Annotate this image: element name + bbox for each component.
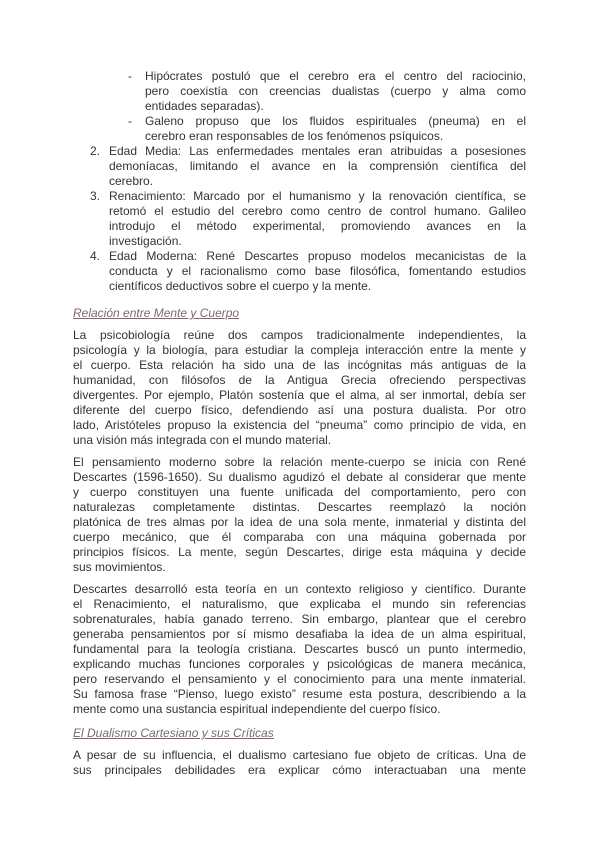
paragraph-line: diferente del cuerpo físico, defendiendo así una postura dualista. Por otro	[73, 403, 526, 417]
list-number: 3.	[90, 189, 101, 203]
bullet-galeno-line-2: cerebro eran responsables de los fenómenos psíquicos.	[145, 129, 444, 143]
paragraph-line: Su famosa frase “Pienso, luego existo” resume esta postura, describiendo a la	[73, 687, 526, 701]
paragraph-line: El pensamiento moderno sobre la relación mente-cuerpo se inicia con René	[73, 455, 526, 469]
paragraph-line: sobrenaturales, había ganado terreno. Sin embargo, plantear que el cerebro	[73, 612, 526, 626]
list-number: 4.	[90, 249, 101, 263]
paragraph-line: Descartes (1596-1650). Su dualismo agudizó el debate al considerar que mente	[73, 470, 526, 484]
paragraph-line: sus movimientos.	[73, 560, 166, 574]
section-heading-dualismo-cartesiano: El Dualismo Cartesiano y sus Críticas	[73, 726, 274, 740]
list-item-line: introdujo el método experimental, promoviendo avances en la	[109, 219, 526, 233]
paragraph-line: humanidad, con filósofos de la Antigua Grecia ofreciendo perspectivas	[73, 373, 526, 387]
paragraph-line: Descartes desarrolló esta teoría en un contexto religioso y científico. Durante	[73, 582, 526, 596]
paragraph-line: lado, Aristóteles propuso la existencia del “pneuma” como principio de vida, en	[73, 418, 526, 432]
list-item-line: investigación.	[109, 234, 182, 248]
list-item-line: conducta y el racionalismo como base filosófica, fomentando estudios	[109, 264, 526, 278]
paragraph-line: mente como una sustancia espiritual independiente del cuerpo físico.	[73, 702, 441, 716]
list-item-line: científicos deductivos sobre el cuerpo y la mente.	[109, 279, 372, 293]
paragraph-line: divergentes. Por ejemplo, Platón sostenía que el alma, al ser inmortal, debía ser	[73, 388, 526, 402]
sub-bullet-marker: -	[128, 114, 132, 128]
paragraph-line: generaba pensamientos por sí mismo desafiaba la idea de un alma espiritual,	[73, 627, 526, 641]
sub-bullet-marker: -	[128, 69, 132, 83]
paragraph-line: principios físicos. La mente, según Descartes, dirige esta máquina y decide	[73, 545, 526, 559]
paragraph-line: psicología y la biología, para estudiar la compleja interacción entre la mente y	[73, 343, 526, 357]
paragraph-line: A pesar de su influencia, el dualismo cartesiano fue objeto de críticas. Una de	[73, 748, 526, 762]
paragraph-line: platónica de tres almas por la idea de una sola mente, inmaterial y distinta del	[73, 515, 526, 529]
list-item-line: cerebro.	[109, 174, 154, 188]
list-item-line: retomó el estudio del cerebro como centro de control humano. Galileo	[109, 204, 526, 218]
list-item-line: Edad Moderna: René Descartes propuso modelos mecanicistas de la	[109, 249, 526, 263]
list-number: 2.	[90, 144, 101, 158]
paragraph-line: fundamental para la teología cristiana. Descartes buscó un punto intermedio,	[73, 642, 526, 656]
paragraph-line: sus principales debilidades era explicar cómo interactuaban una mente	[73, 763, 526, 777]
bullet-hipocrates-line-1: Hipócrates postuló que el cerebro era el centro del raciocinio,	[145, 69, 526, 83]
section-heading-mente-cuerpo: Relación entre Mente y Cuerpo	[73, 306, 240, 320]
paragraph-line: cuerpo mecánico, que él comparaba con una máquina gobernada por	[73, 530, 526, 544]
list-item-line: Renacimiento: Marcado por el humanismo y la renovación científica, se	[109, 189, 526, 203]
paragraph-line: una visión más integrada con el mundo material.	[73, 433, 332, 447]
bullet-galeno-line-1: Galeno propuso que los fluidos espirituales (pneuma) en el	[145, 114, 526, 128]
paragraph-line: el cuerpo. Esta relación ha sido una de las incógnitas más antiguas de la	[73, 358, 526, 372]
bullet-hipocrates-line-2: pero coexistía con creencias dualistas (cuerpo y alma como	[145, 84, 526, 98]
list-item-line: Edad Media: Las enfermedades mentales eran atribuidas a posesiones	[109, 144, 526, 158]
list-item-line: demoníacas, limitando el avance en la comprensión científica del	[109, 159, 526, 173]
bullet-hipocrates-line-3: entidades separadas).	[145, 99, 264, 113]
paragraph-line: el Renacimiento, el naturalismo, que explicaba el mundo sin referencias	[73, 597, 526, 611]
paragraph-line: naturalezas completamente distintas. Descartes reemplazó la noción	[73, 500, 526, 514]
paragraph-line: explicando muchas funciones corporales y psicológicas de manera mecánica,	[73, 657, 526, 671]
paragraph-line: pero reservando el pensamiento y el conocimiento para una mente inmaterial.	[73, 672, 526, 686]
paragraph-line: y cuerpo constituyen una fuente unificada del comportamiento, pero con	[73, 485, 526, 499]
paragraph-line: La psicobiología reúne dos campos tradicionalmente independientes, la	[73, 328, 526, 342]
